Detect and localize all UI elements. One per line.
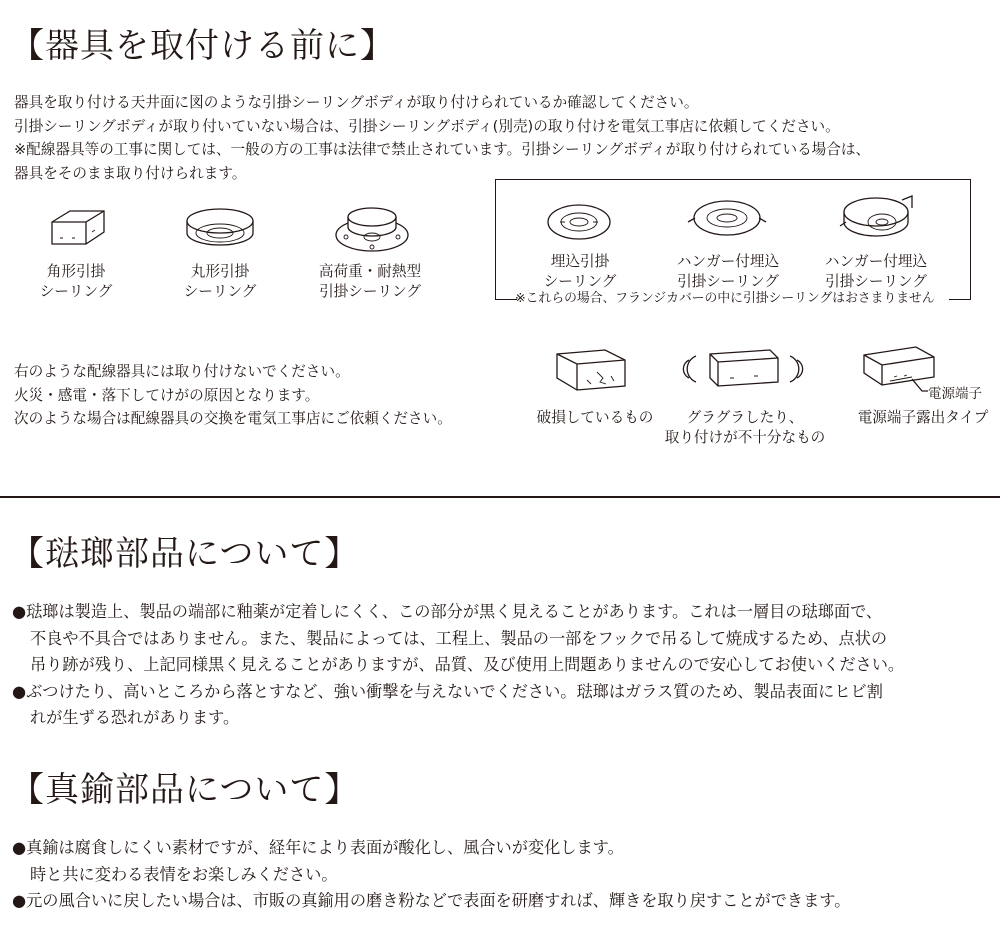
exposed-terminal-fixture-label: 電源端子露出タイプ — [857, 409, 989, 426]
list-item: 不良や不具合ではありません。また、製品によっては、工程上、製品の一部をフックで吊るして焼成するため、点状の — [30, 628, 888, 648]
damaged-fixture-icon — [553, 346, 629, 394]
hanger-embedded-ceiling-body-2-icon — [838, 192, 916, 244]
list-item: ●ぶつけたり、高いところから落とすなど、強い衝撃を与えないでください。琺瑯はガラス質のため、製品表面にヒビ割 — [12, 681, 883, 701]
intro-line: ※配線器具等の工事に関しては、一般の方の工事は法律で禁止されています。引掛シーリングボディが取り付けられている場合は、 — [14, 141, 871, 158]
intro-line: 器具をそのまま取り付けられます。 — [14, 164, 247, 182]
heavy-duty-ceiling-body-icon — [334, 205, 410, 257]
round-ceiling-body-icon — [184, 205, 256, 253]
square-ceiling-body-icon — [48, 208, 108, 252]
section-title-installation: 【器具を取付ける前に】 — [10, 26, 395, 66]
embedded-types-note: ※これらの場合、フランジカバーの中に引掛シーリングはおさまりません — [515, 291, 935, 306]
hanger-embedded-ceiling-body-2-label: ハンガー付埋込 引掛シーリング — [824, 253, 928, 290]
list-item: 吊り跡が残り、上記同様黒く見えることがありますが、品質、及び使用上問題ありませんので安心してお使いください。 — [30, 655, 905, 674]
round-ceiling-body-label: 丸形引掛 シーリング — [183, 263, 257, 300]
terminal-callout-label: 電源端子 — [928, 386, 982, 402]
hanger-embedded-ceiling-body-label: ハンガー付埋込 引掛シーリング — [676, 253, 780, 290]
enamel-notes — [12, 599, 904, 732]
intro-line: 器具を取り付ける天井面に図のような引掛シーリングボディが取り付けられているか確認してください。 — [14, 94, 699, 111]
exposed-terminal-fixture-icon — [860, 343, 938, 397]
installation-intro — [14, 91, 870, 185]
section-title-brass: 【真鍮部品について】 — [10, 770, 360, 810]
embedded-ceiling-body-label: 埋込引掛 シーリング — [543, 253, 617, 290]
list-item: 時と共に変わる表情をお楽しみください。 — [30, 864, 338, 884]
box-bottom-right-rule — [949, 299, 970, 300]
box-bottom-left-rule — [495, 299, 517, 300]
heavy-duty-ceiling-body-label: 高荷重・耐熱型 引掛シーリング — [318, 263, 422, 300]
warning-text: 右のような配線器具には取り付けないでください。 火災・感電・落下してけがの原因となります。 次のような場合は配線器具の交換を電気工事店にご依頼ください。 — [14, 363, 452, 427]
section-divider — [0, 496, 1000, 498]
list-item: ●琺瑯は製造上、製品の端部に釉薬が定着しにくく、この部分が黒く見えることがあります。これは一層目の琺瑯面で、 — [12, 602, 883, 621]
brass-notes — [12, 835, 850, 915]
section-title-enamel: 【琺瑯部品について】 — [10, 534, 360, 574]
hanger-embedded-ceiling-body-icon — [686, 196, 768, 240]
intro-line: 引掛シーリングボディが取り付いていない場合は、引掛シーリングボディ(別売)の取り付けを電気工事店に依頼してください。 — [14, 117, 840, 135]
list-item: ●元の風合いに戻したい場合は、市販の真鍮用の磨き粉などで表面を研磨すれば、輝きを取り戻すことができます。 — [12, 891, 851, 910]
square-ceiling-body-label: 角形引掛 シーリング — [39, 263, 113, 300]
list-item: れが生ずる恐れがあります。 — [30, 708, 240, 727]
loose-fixture-icon — [684, 344, 806, 396]
damaged-fixture-label: 破損しているもの — [536, 409, 654, 426]
loose-fixture-label: グラグラしたり、 取り付けが不十分なもの — [664, 409, 826, 446]
list-item: ●真鍮は腐食しにくい素材ですが、経年により表面が酸化し、風合いが変化します。 — [12, 838, 624, 857]
embedded-ceiling-body-icon — [546, 200, 612, 242]
